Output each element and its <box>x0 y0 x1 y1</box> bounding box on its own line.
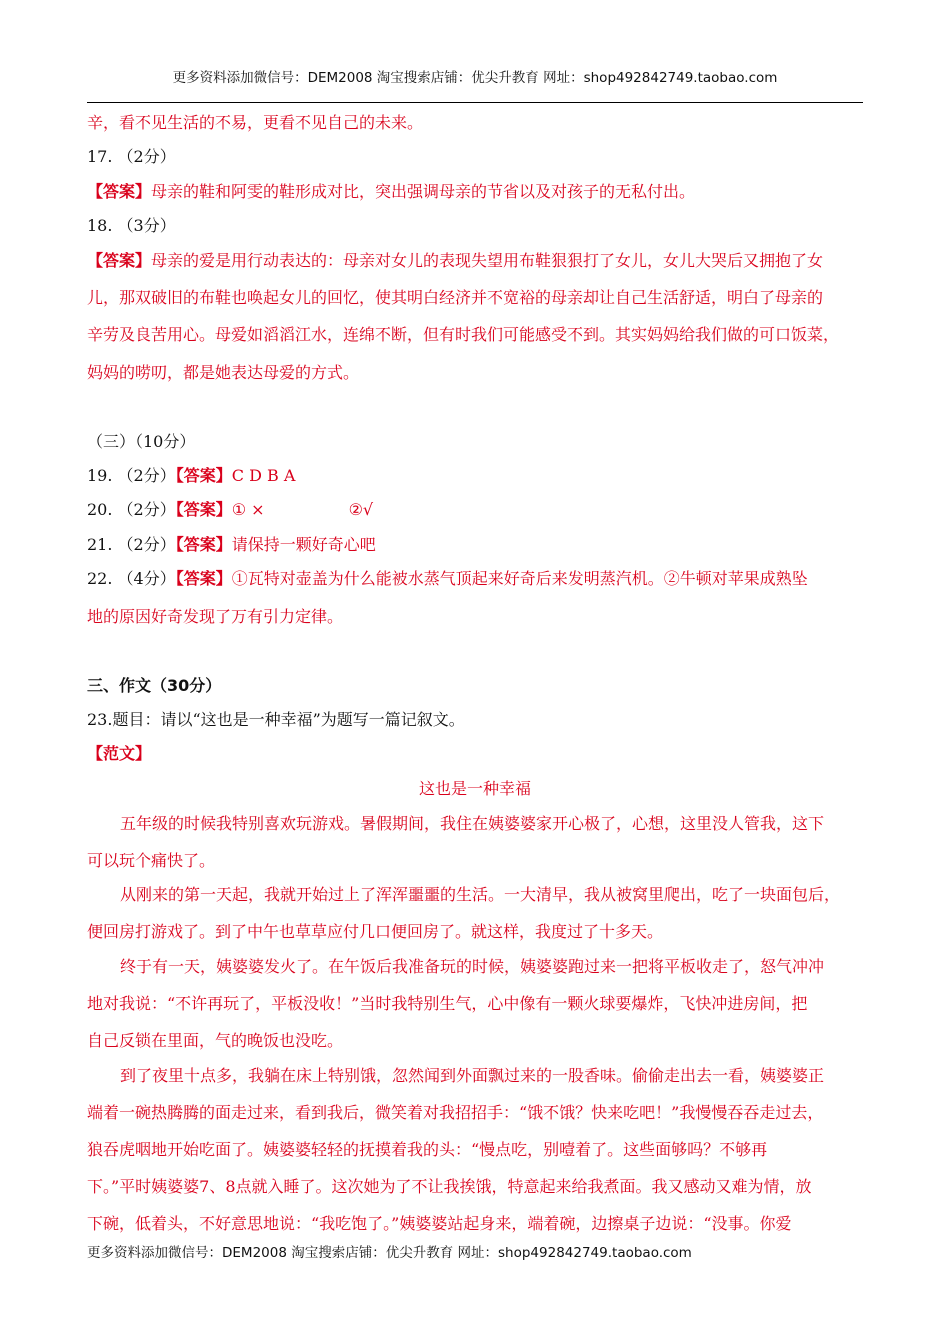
q18-answer-text: 母亲的爱是用行动表达的：母亲对女儿的表现失望用布鞋狠狠打了女儿，女儿大哭后又拥抱了女 <box>151 251 824 270</box>
answer-tag: 【答案】 <box>175 500 232 519</box>
answer-tag: 【答案】 <box>175 466 232 485</box>
q20-answer-1: ① × <box>231 500 265 519</box>
essay-line: 五年级的时候我特别喜欢玩游戏。暑假期间，我住在姨婆婆家开心极了，心想，这里没人管我，这下 <box>120 814 825 833</box>
essay-line: 便回房打游戏了。到了中午也草草应付几口便回房了。就这样，我度过了十多天。 <box>87 922 664 941</box>
q22-number: 22. （4分） <box>87 569 176 588</box>
page-footer: 更多资料添加微信号：DEM2008 淘宝搜索店铺：优尖升教育 网址：shop492842749.taobao.com <box>87 1245 692 1261</box>
q17-number: 17. （2分） <box>87 147 176 166</box>
q17-answer <box>87 179 695 202</box>
essay-prompt: 23.题目：请以“这也是一种幸福”为题写一篇记叙文。 <box>87 710 465 729</box>
q20-row <box>87 497 373 520</box>
answer-tag: 【答案】 <box>175 569 232 588</box>
essay-title: 这也是一种幸福 <box>418 779 531 798</box>
q20-answer-2: ②√ <box>348 500 374 519</box>
q18-answer-line-4: 妈妈的唠叨，都是她表达母爱的方式。 <box>87 363 360 382</box>
q22-answer-text: ①瓦特对壶盖为什么能被水蒸气顶起来好奇后来发明蒸汽机。②牛顿对苹果成熟坠 <box>231 569 808 588</box>
answer-tag: 【答案】 <box>87 251 152 270</box>
answer-tag: 【答案】 <box>87 182 152 201</box>
q22-row <box>87 566 808 589</box>
header-divider <box>87 102 863 103</box>
q19-row <box>87 463 295 486</box>
q21-number: 21. （2分） <box>87 535 176 554</box>
q19-number: 19. （2分） <box>87 466 176 485</box>
page-header: 更多资料添加微信号：DEM2008 淘宝搜索店铺：优尖升教育 网址：shop492842749.taobao.com <box>172 70 778 86</box>
essay-line: 端着一碗热腾腾的面走过来，看到我后，微笑着对我招招手：“饿不饿？快来吃吧！”我慢慢吞吞走过去， <box>87 1103 824 1122</box>
q19-answer: C D B A <box>231 466 296 485</box>
q18-answer-line-2: 儿，那双破旧的布鞋也唤起女儿的回忆，使其明白经济并不宽裕的母亲却让自己生活舒适，明白了母亲的 <box>87 288 824 307</box>
essay-line: 地对我说：“不许再玩了，平板没收！”当时我特别生气，心中像有一颗火球要爆炸，飞快冲进房间，把 <box>87 994 808 1013</box>
answer-continuation: 辛，看不见生活的不易，更看不见自己的未来。 <box>87 113 424 132</box>
answer-tag: 【答案】 <box>175 535 232 554</box>
essay-line: 可以玩个痛快了。 <box>87 851 216 870</box>
essay-line: 狼吞虎咽地开始吃面了。姨婆婆轻轻的抚摸着我的头：“慢点吃，别噎着了。这些面够吗？不够再 <box>87 1140 768 1159</box>
essay-line: 自己反锁在里面，气的晚饭也没吃。 <box>87 1031 344 1050</box>
essay-line: 下碗，低着头，不好意思地说：“我吃饱了。”姨婆婆站起身来，端着碗，边擦桌子边说：“没事。你爱 <box>87 1214 792 1233</box>
q18-answer-line-3: 辛劳及良苦用心。母爱如滔滔江水，连绵不断，但有时我们可能感受不到。其实妈妈给我们做的可口饭菜， <box>87 325 840 344</box>
q21-answer: 请保持一颗好奇心吧 <box>231 535 376 554</box>
q21-row <box>87 532 376 555</box>
essay-line: 到了夜里十点多，我躺在床上特别饿，忽然闻到外面飘过来的一股香味。偷偷走出去一看，姨婆婆正 <box>120 1066 825 1085</box>
sample-essay-tag: 【范文】 <box>87 744 152 763</box>
q18-number: 18. （3分） <box>87 216 176 235</box>
essay-heading: 三、作文（30分） <box>87 676 222 695</box>
essay-line: 下。”平时姨婆婆7、8点就入睡了。这次她为了不让我挨饿，特意起来给我煮面。我又感动又难为情，放 <box>87 1177 812 1196</box>
essay-line: 从刚来的第一天起，我就开始过上了浑浑噩噩的生活。一大清早，我从被窝里爬出，吃了一块面包后， <box>120 885 841 904</box>
q18-answer-line-1 <box>87 248 823 271</box>
q17-answer-text: 母亲的鞋和阿雯的鞋形成对比，突出强调母亲的节省以及对孩子的无私付出。 <box>151 182 696 201</box>
essay-line: 终于有一天，姨婆婆发火了。在午饭后我准备玩的时候，姨婆婆跑过来一把将平板收走了，怒气冲冲 <box>120 957 825 976</box>
section3-title: （三）（10分） <box>87 432 196 451</box>
q22-answer-line-2: 地的原因好奇发现了万有引力定律。 <box>87 607 344 626</box>
q20-number: 20. （2分） <box>87 500 176 519</box>
